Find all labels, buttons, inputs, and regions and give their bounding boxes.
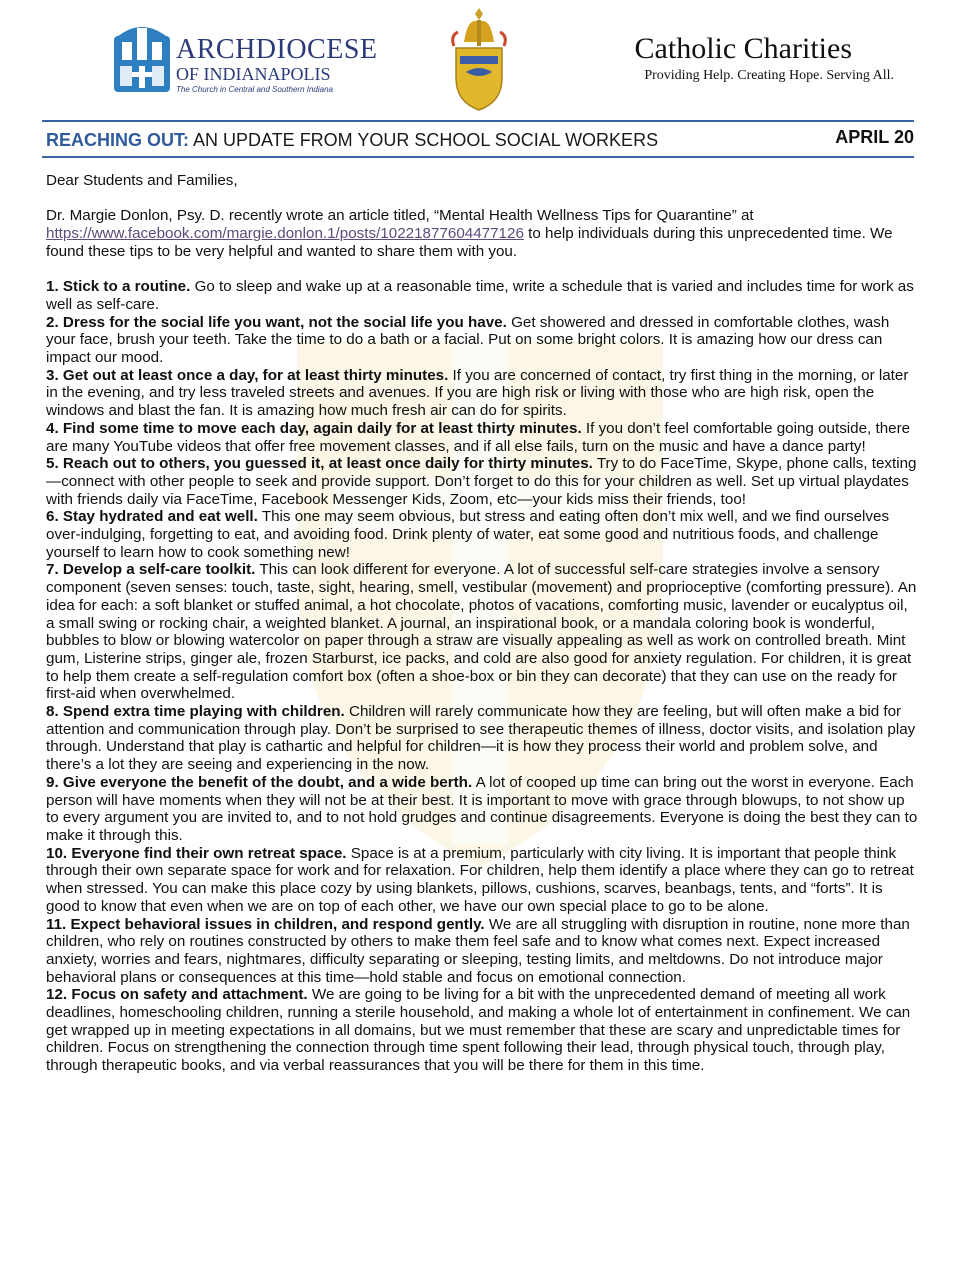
org-name: Catholic Charities (634, 32, 852, 65)
tip-body: Go to sleep and wake up at a reasonable time, write a schedule that is varied and includes time for work as well as self-care. (46, 278, 914, 313)
tip-title: Stay hydrated and eat well. (62, 508, 258, 526)
greeting: Dear Students and Families, (46, 172, 238, 189)
tip-item: 10. Everyone find their own retreat space. Space is at a premium, particularly with city living. It is important that people think through their own separate space for work and for relaxation. For children, help them identify a place where they can go to retreat when stressed. You can make this place cozy by using blankets, pillows, cushions, scarves, beanbags, tents, and “forts”. It is good to know that even when we are on top of each other, we have our own special place to go to be alone. (46, 844, 914, 915)
tip-body: If you don’t feel comfortable going outside, there are many YouTube videos that offer free movement classes, and if all else fails, turn on the music and have a dance party! (46, 419, 911, 455)
newsletter-banner (46, 130, 658, 151)
letterhead (0, 0, 960, 118)
archdiocese-logo-icon (112, 22, 172, 94)
tip-item: 1. Stick to a routine. Go to sleep and wake up at a reasonable time, write a schedule that is varied and includes time for work as well as self-care. (46, 278, 914, 313)
tip-body: Try to do FaceTime, Skype, phone calls, texting—connect with other people to seek and provide support. Don’t forget to do this for your children as well. Set up virtual playdates with friends daily via FaceTime, Facebook Messenger Kids, Zoom, etc—your kids miss their friends, too! (46, 455, 917, 508)
tip-title: Get out at least once a day, for at least thirty minutes. (62, 366, 449, 384)
archdiocese-wordmark (176, 36, 378, 94)
archdiocese-tagline: The Church in Central and Southern Indiana (176, 85, 333, 94)
tip-body: We are going to be living for a bit with the unprecedented demand of meeting all work deadlines, homeschooling children, running a sterile household, and making a whole lot of entertainment in confinement. We can get wrapped up in meeting expectations in all domains, but we must remember that these are scary and unpredictable times for children. Focus on strengthening the connection through time spent following their lead, through physical touch, through play, through therapeutic books, and via verbal reassurances that you will be there for them in this time. (46, 986, 911, 1075)
tip-title: Focus on safety and attachment. (71, 986, 308, 1004)
tip-title: Stick to a routine. (62, 278, 191, 296)
tip-title: Expect behavioral issues in children, and respond gently. (70, 915, 485, 933)
tip-item: 6. Stay hydrated and eat well. This one may seem obvious, but stress and eating often don’t mix well, and we find ourselves over-indulging, forgetting to eat, and avoiding food. Drink plenty of water, eat some good and nutritious foods, and challenge yourself to learn how to cook something new! (46, 508, 890, 561)
tip-body: If you are concerned of contact, try first thing in the morning, or later in the evening, and try less traveled streets and avenues. If you are high risk or living with those who are high risk, open the windows and blast the fan. It is amazing how much fresh air can do for spirits. (46, 366, 909, 420)
tip-item: 7. Develop a self-care toolkit. This can look different for everyone. A lot of successful self-care strategies involve a sensory component (seven senses: touch, taste, sight, hearing, smell, vestibular (movement) and proprioceptive (comforting pressure). An idea for each: a soft blanket or stuffed animal, a hot chocolate, photos of vacations, comforting music, lavender or eucalyptus oil, a small swing or rocking chair, a weighted blanket. A journal, an inspirational book, or a mandala coloring book is wonderful, bubbles to blow or blowing watercolor on paper through a straw are visually appealing as well as work on controlled breath. Mint gum, Listerine strips, ginger ale, frozen Starburst, ice packs, and cold are also good for anxiety regulation. For children, it is great to help them create a self-regulation comfort box (often a shoe-box or bin they can decorate) that they can use on the ready for first-aid when overwhelmed. (46, 561, 917, 703)
tip-title: Dress for the social life you want, not the social life you have. (62, 313, 507, 331)
banner-bottom-rule (42, 156, 914, 158)
tip-body: A lot of cooped up time can bring out the worst in everyone. Each person will have moments when they will not be at their best. It is important to move with grace through blowups, to not show up to every argument you are invited to, and to not hold grudges and continue disagreements. Everyone is doing the best they can to make it through this. (46, 773, 918, 844)
intro-paragraph (46, 207, 918, 260)
tip-title: Everyone find their own retreat space. (71, 844, 347, 862)
tip-body: Space is at a premium, particularly with city living. It is important that people think through their own separate space for work and for relaxation. For children, help them identify a place where they can go to retreat when stressed. You can make this place cozy by using blankets, pillows, cushions, scarves, beanbags, tents, and “forts”. It is good to know that even when we are on top of each other, we have our own special place to go to be alone. (46, 844, 914, 915)
archdiocese-of: OF INDIANAPOLIS (176, 64, 331, 84)
issue-date: APRIL 20 (835, 127, 914, 147)
tip-item: 8. Spend extra time playing with children. Children will rarely communicate how they are feeling, but will often make a bid for attention and communication through play. Don’t be surprised to see therapeutic themes of illness, doctor visits, and isolation play through. Understand that play is cathartic and helpful for children—it is how they process their world and problem solve, and there’s a lot they are seeing and experiencing in the now. (46, 703, 916, 774)
tip-item: 2. Dress for the social life you want, not the social life you have. Get showered and dressed in comfortable clothes, wash your face, brush your teeth. Take the time to do a bath or a facial. Put on some bright colors. It is amazing how our dress can impact our mood. (46, 313, 890, 366)
tip-title: Spend extra time playing with children. (62, 703, 345, 721)
tip-title: Find some time to move each day, again daily for at least thirty minutes. (62, 419, 582, 437)
tip-item: 11. Expect behavioral issues in children, and respond gently. We are all struggling with disruption in routine, none more than children, who rely on routines constructed by others to make them feel safe and to know what comes next. Expect increased anxiety, worries and fears, nightmares, difficulty separating or sleeping, testing limits, and meltdowns. Do not introduce major behavioral plans or consequences at this time—hold stable and focus on emotional connection. (46, 915, 910, 986)
org-tagline: Providing Help. Creating Hope. Serving All. (644, 68, 894, 83)
tip-item: 3. Get out at least once a day, for at least thirty minutes. If you are concerned of contact, try first thing in the morning, or later in the evening, and try less traveled streets and avenues. If you are high risk or living with those who are high risk, open the windows and blast the fan. It is amazing how much fresh air can do for spirits. (46, 366, 909, 420)
tip-item: 12. Focus on safety and attachment. We are going to be living for a bit with the unprecedented demand of meeting all work deadlines, homeschooling children, running a sterile household, and making a whole lot of entertainment in confinement. We can get wrapped up in meeting expectations in all domains, but we must remember that these are scary and unpredictable times for children. Focus on strengthening the connection through time spent following their lead, through physical touch, through play, through therapeutic books, and via verbal reassurances that you will be there for them in this time. (46, 986, 911, 1075)
intro-text-continued: to help individuals during this unprecedented time. We found these tips to be very helpful and wanted to share them with you. (46, 225, 893, 260)
tip-title: Reach out to others, you guessed it, at least once daily for thirty minutes. (62, 455, 593, 473)
tip-title: Develop a self-care toolkit. (62, 561, 256, 579)
archdiocese-name: ARCHDIOCESE (176, 34, 378, 65)
banner-lead: REACHING OUT: (46, 130, 189, 150)
tip-item: 4. Find some time to move each day, again daily for at least thirty minutes. If you don’t feel comfortable going outside, there are many YouTube videos that offer free movement classes, and if all else fails, turn on the music and have a dance party! (46, 419, 911, 455)
intro-text: Dr. Margie Donlon, Psy. D. recently wrote an article titled, “Mental Health Wellness Tips for Quarantine” at (46, 207, 754, 225)
article-link[interactable]: https://www.facebook.com/margie.donlon.1/posts/10221877604477126 (46, 225, 524, 243)
banner-title: AN UPDATE FROM YOUR SCHOOL SOCIAL WORKERS (189, 130, 659, 150)
tip-body: This one may seem obvious, but stress and eating often don’t mix well, and we find ourselves over-indulging, forgetting to eat, and avoiding food. Drink plenty of water, eat some good and nutritious foods, and challenge yourself to learn how to cook something new! (46, 508, 890, 561)
tip-body: We are all struggling with disruption in routine, none more than children, who rely on routines constructed by others to make them feel safe and to know what comes next. Expect increased anxiety, worries and fears, nightmares, difficulty separating or sleeping, testing limits, and meltdowns. Do not introduce major behavioral plans or consequences at this time—hold stable and focus on emotional connection. (46, 915, 910, 986)
tip-body: Children will rarely communicate how they are feeling, but will often make a bid for attention and communication through play. Don’t be surprised to see therapeutic themes of illness, doctor visits, and isolation play through. Understand that play is cathartic and helpful for children—it is how they process their world and problem solve, and there’s a lot they are seeing and experiencing in the now. (46, 703, 916, 774)
tip-item: 5. Reach out to others, you guessed it, at least once daily for thirty minutes. Try to do FaceTime, Skype, phone calls, texting—connect with other people to seek and provide support. Don’t forget to do this for your children as well. Set up virtual playdates with friends daily via FaceTime, Facebook Messenger Kids, Zoom, etc—your kids miss their friends, too! (46, 455, 917, 508)
tip-body: This can look different for everyone. A lot of successful self-care strategies involve a sensory component (seven senses: touch, taste, sight, hearing, smell, vestibular (movement) and proprioceptive (comforting pressure). An idea for each: a soft blanket or stuffed animal, a hot chocolate, photos of vacations, comforting music, lavender or eucalyptus oil, a small swing or rocking chair, a weighted blanket. A journal, an inspirational book, or a mandala coloring book is wonderful, bubbles to blow or blowing watercolor on paper through a straw are visually appealing as well as work on controlled breath. Mint gum, Listerine strips, ginger ale, frozen Starburst, ice packs, and cold are also good for anxiety regulation. For children, it is great to help them create a self-regulation comfort box (often a shoe-box or bin they can decorate) that they can use on the ready for first-aid when overwhelmed. (46, 561, 917, 703)
tip-title: Give everyone the benefit of the doubt, and a wide berth. (62, 773, 473, 791)
letter-body (46, 172, 918, 1075)
tip-body: Get showered and dressed in comfortable clothes, wash your face, brush your teeth. Take the time to do a bath or a facial. Put on some bright colors. It is amazing how our dress can impact our mood. (46, 313, 890, 366)
banner-top-rule (42, 120, 914, 122)
tip-item: 9. Give everyone the benefit of the doubt, and a wide berth. A lot of cooped up time can bring out the worst in everyone. Each person will have moments when they will not be at their best. It is important to move with grace through blowups, to not show up to every argument you are invited to, and to not hold grudges and continue disagreements. Everyone is doing the best they can to make it through this. (46, 773, 918, 844)
crest-icon (448, 6, 510, 112)
